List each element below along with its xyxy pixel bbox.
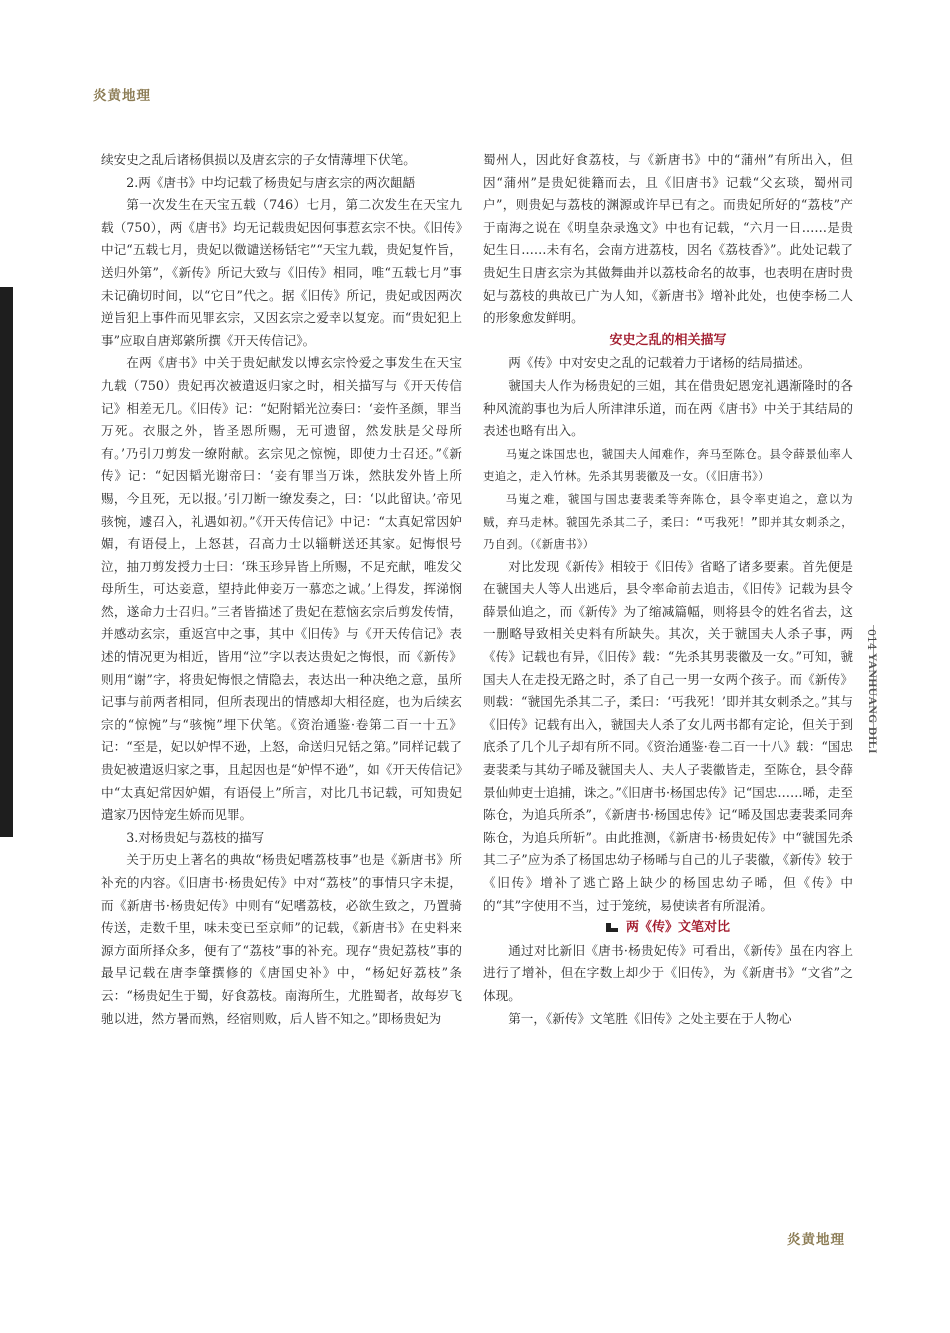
section-heading-text: 两《传》文笔对比 (625, 920, 730, 936)
right-column (483, 149, 853, 1030)
section-heading-style (483, 917, 853, 940)
quote-old-tang: 马嵬之诛国忠也，虢国夫人闻难作，奔马至陈仓。县令薛景仙率人吏追之，走入竹林。先杀其男裴徽及一女。（《旧唐书》） (483, 446, 853, 484)
paragraph: 第一次发生在天宝五载（746）七月，第二次发生在天宝九载（750），两《唐书》均无记载贵妃因何事惹玄宗不快。《旧传》中记“五载七月，贵妃以微谴送杨铦宅”“天宝九载，贵妃复忤旨，送归外第”，《新传》所记大致与《旧传》相同，唯“五载七月”事未记确切时间，以“它日”代之。据《旧传》所记，贵妃或因两次逆旨犯上事件而见罪玄宗，又因玄宗之爱幸以复宠。而“贵妃犯上事”应取自唐郑綮所撰《开天传信记》。 (101, 197, 462, 348)
quote-new-tang: 马嵬之难，虢国与国忠妻裴柔等奔陈仓，县令率吏追之，意以为贼，弃马走林。虢国先杀其二子，柔曰：“丐我死！”即并其女刺杀之，乃自刭。（《新唐书》） (483, 491, 853, 552)
footer-magazine-title: 炎黄地理 (787, 1232, 845, 1248)
paragraph: 续安史之乱后诸杨俱损以及唐玄宗的子女情薄埋下伏笔。 (101, 152, 416, 167)
subheading: 2.两《唐书》中均记载了杨贵妃与唐玄宗的两次龃龉 (126, 174, 416, 190)
paragraph: 虢国夫人作为杨贵妃的三姐，其在借贵妃恩宠礼遇渐隆时的各种风流韵事也为后人所津津乐道，而在两《唐书》中关于其结局的表述也略有出入。 (483, 377, 853, 439)
page-number: 014 (865, 629, 878, 650)
paragraph: 第一，《新传》文笔胜《旧传》之处主要在于人物心 (508, 1010, 792, 1026)
left-edge-bar (0, 287, 13, 837)
paragraph: 在两《唐书》中关于贵妃献发以博玄宗怜爱之事发生在天宝九载（750）贵妃再次被遣返归家之时，相关描写与《开天传信记》相差无几。《旧传》记：“妃附韬光泣奏曰：‘妾忤圣颜，罪当万死。衣服之外，皆圣恩所赐，无可遗留，然发肤是父母所有。’乃引刀剪发一缭附献。玄宗见之惊惋，即使力士召还。”《新传》记：“妃因韬光谢帝曰：‘妾有罪当万诛，然肤发外皆上所赐，今且死，无以报。’引刀断一缭发奏之，曰：‘以此留诀。’帝见骇惋，遽召入，礼遇如初。”《开天传信记》中记：“太真妃常因妒媚，有语侵上，上怒甚，召高力士以辎軿送还其家。妃悔恨号泣，抽刀剪发授力士曰：‘珠玉珍异皆上所赐，不足充献，唯发父母所生，可达妾意，望持此伸妾万一慕恋之诚。’上得发，挥涕悯然，遂命力士召归。”三者皆描述了贵妃在惹恼玄宗后剪发传情，并感动玄宗，重返宫中之事，其中《旧传》与《开天传信记》表述的情况更为相近，皆用“泣”字以表达贵妃之悔恨，而《新传》则用“谢”字，将贵妃悔恨之情隐去，表达出一种决绝之意，虽所记事与前两者相同，但所表现出的情感却大相径庭，也为后续玄宗的“惊惋”与“骇惋”埋下伏笔。《资治通鉴·卷第二百一十五》记：“至是，妃以妒悍不逊，上怒，命送归兄铦之第。”同样记载了贵妃被遣返归家之事，且起因也是“妒悍不逊”，如《开天传信记》中“太真妃常因妒媚，有语侵上”所言，对比几书记载，可知贵妃遣家乃因恃宠生娇而见罪。 (101, 355, 462, 823)
magazine-pinyin: YANHUANG DILI (866, 653, 878, 754)
subheading: 3.对杨贵妃与荔枝的描写 (126, 829, 265, 845)
paragraph: 通过对比新旧《唐书·杨贵妃传》可看出，《新传》虽在内容上进行了增补，但在字数上却少于《旧传》，为《新唐书》“文省”之体现。 (483, 942, 853, 1003)
paragraph: 关于历史上著名的典故“杨贵妃嗜荔枝事”也是《新唐书》所补充的内容。《旧唐书·杨贵妃传》中对“荔枝”的事情只字未提，而《新唐书·杨贵妃传》中则有“妃嗜荔枝，必欲生致之，乃置骑传送，走数千里，味未变已至京师”的记载，《新唐书》在史料来源方面所择众多，便有了“荔枝”事的补充。现存“贵妃荔枝”事的最早记载在唐李肇撰修的《唐国史补》中，“杨妃好荔枝”条云：“杨贵妃生于蜀，好食荔枝。南海所生，尤胜蜀者，故每岁飞驰以进，然方暑而熟，经宿则败，后人皆不知之。”即杨贵妃为 (101, 852, 462, 1026)
header-magazine-title: 炎黄地理 (93, 88, 151, 104)
section-heading-anshi: 安史之乱的相关描写 (609, 332, 727, 348)
square-bullet-icon (606, 923, 618, 932)
paragraph: 对比发现《新传》相较于《旧传》省略了诸多要素。首先便是在虢国夫人等人出逃后，县令率命前去追击，《旧传》记载为县令薛景仙追之，而《新传》为了缩减篇幅，则将县令的姓名省去，这一删略导致相关史料有所缺失。其次，关于虢国夫人杀子事，两《传》记载也有异，《旧传》载：“先杀其男裴徽及一女。”可知，虢国夫人在走投无路之时，杀了自己一男一女两个孩子。而《新传》则载：“虢国先杀其二子，柔曰：‘丐我死！’即并其女刺杀之。”其与《旧传》记载有出入，虢国夫人杀了女儿两书都有定论，但关于到底杀了几个儿子却有所不同。《资治通鉴·卷二百一十八》载：“国忠妻裴柔与其幼子晞及虢国夫人、夫人子裴徽皆走，至陈仓，县令薛景仙帅吏士追捕，诛之。”《旧唐书·杨国忠传》记“国忠……晞，走至陈仓，为追兵所杀”，《新唐书·杨国忠传》记“晞及国忠妻裴柔同奔陈仓，为追兵所斩”。由此推测，《新唐书·杨贵妃传》中“虢国先杀其二子”应为杀了杨国忠幼子杨晞与自己的儿子裴徽，《新传》较于《旧传》增补了逃亡路上缺少的杨国忠幼子晞，但《传》中的“其”字使用不当，过于笼统，易使读者有所混淆。 (483, 558, 853, 913)
left-column (101, 149, 462, 1030)
paragraph: 蜀州人，因此好食荔枝，与《新唐书》中的“蒲州”有所出入，但因“蒲州”是贵妃徙籍而去，且《旧唐书》记载“父玄琰，蜀州司户”，则贵妃与荔枝的渊源或许早已有之。而贵妃所好的“荔枝”产于南海之说在《明皇杂录逸文》中也有记载，“六月一日……是贵妃生日……未有名，会南方进荔枝，因名《荔枝香》”。此处记载了贵妃生日唐玄宗为其做舞曲并以荔枝命名的故事，也表明在唐时贵妃与荔枝的典故已广为人知，《新唐书》增补此处，也使李杨二人的形象愈发鲜明。 (483, 152, 853, 326)
paragraph: 两《传》中对安史之乱的记载着力于诸杨的结局描述。 (508, 355, 811, 371)
